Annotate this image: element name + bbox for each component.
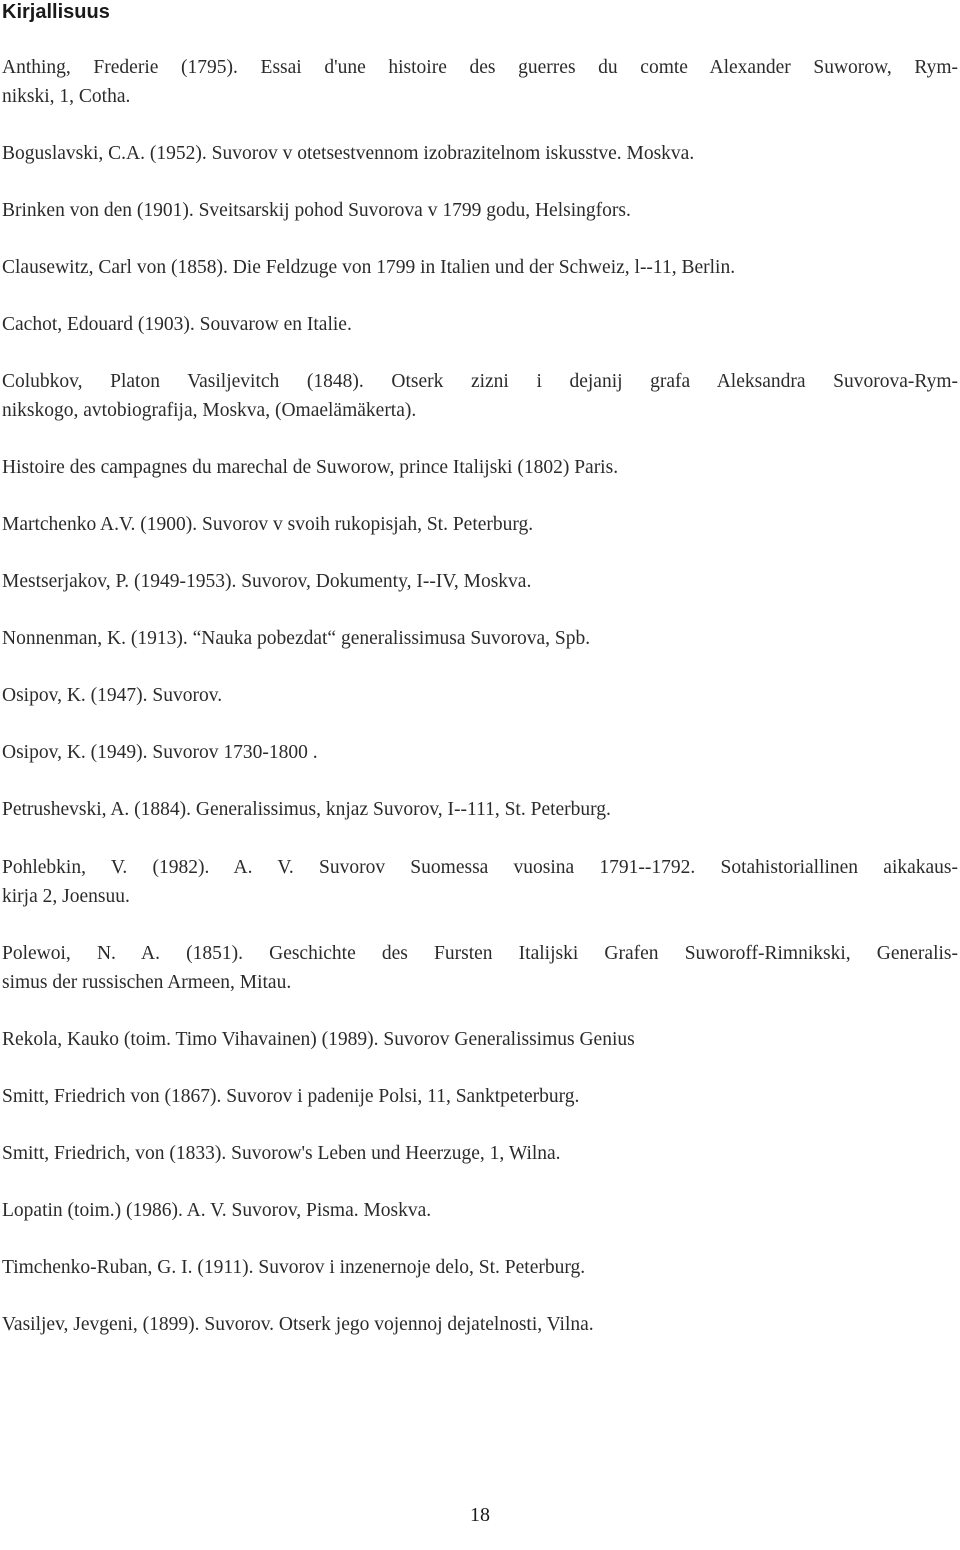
reference-item <box>2 795 958 824</box>
reference-item <box>2 624 958 653</box>
reference-line: simus der russischen Armeen, Mitau. <box>2 972 292 993</box>
reference-item <box>2 1139 958 1168</box>
reference-line: Rekola, Kauko (toim. Timo Vihavainen) (1989). Suvorov Generalissimus Genius <box>2 1029 635 1050</box>
reference-item <box>2 139 958 168</box>
reference-item <box>2 453 958 482</box>
reference-item <box>2 567 958 596</box>
reference-line: Colubkov, Platon Vasiljevitch (1848). Otserk zizni i dejanij grafa Aleksandra Suvorova-Rym- <box>2 371 958 392</box>
reference-line: Smitt, Friedrich, von (1833). Suvorow's Leben und Heerzuge, 1, Wilna. <box>2 1143 561 1164</box>
page-number: 18 <box>470 1504 490 1526</box>
reference-line: Martchenko A.V. (1900). Suvorov v svoih rukopisjah, St. Peterburg. <box>2 514 534 535</box>
reference-line: Polewoi, N. A. (1851). Geschichte des Fursten Italijski Grafen Suworoff-Rimnikski, Generalis- <box>2 943 958 964</box>
reference-line: Timchenko-Ruban, G. I. (1911). Suvorov i inzenernoje delo, St. Peterburg. <box>2 1257 586 1278</box>
reference-item <box>2 367 958 425</box>
reference-item <box>2 1196 958 1225</box>
section-heading: Kirjallisuus <box>2 1 110 23</box>
reference-item <box>2 1253 958 1282</box>
reference-line: Petrushevski, A. (1884). Generalissimus, knjaz Suvorov, I--111, St. Peterburg. <box>2 799 611 820</box>
reference-line: Smitt, Friedrich von (1867). Suvorov i padenije Polsi, 11, Sanktpeterburg. <box>2 1086 580 1107</box>
reference-line: Lopatin (toim.) (1986). A. V. Suvorov, Pisma. Moskva. <box>2 1200 432 1221</box>
reference-line: kirja 2, Joensuu. <box>2 886 130 907</box>
reference-line: Vasiljev, Jevgeni, (1899). Suvorov. Otserk jego vojennoj dejatelnosti, Vilna. <box>2 1314 594 1335</box>
reference-line: Histoire des campagnes du marechal de Suworow, prince Italijski (1802) Paris. <box>2 457 619 478</box>
reference-item <box>2 1025 958 1054</box>
reference-line: Brinken von den (1901). Sveitsarskij pohod Suvorova v 1799 godu, Helsingfors. <box>2 200 631 221</box>
reference-item <box>2 310 958 339</box>
reference-item <box>2 738 958 767</box>
reference-item <box>2 1310 958 1339</box>
reference-item <box>2 253 958 282</box>
reference-line: Mestserjakov, P. (1949-1953). Suvorov, Dokumenty, I--IV, Moskva. <box>2 571 532 592</box>
reference-line: nikskogo, avtobiografija, Moskva, (Omaelämäkerta). <box>2 400 417 421</box>
reference-item <box>2 196 958 225</box>
reference-line: Boguslavski, C.A. (1952). Suvorov v otetsestvennom izobrazitelnom iskusstve. Moskva. <box>2 143 695 164</box>
reference-item <box>2 1082 958 1111</box>
reference-line: Pohlebkin, V. (1982). A. V. Suvorov Suomessa vuosina 1791--1792. Sotahistoriallinen aikakaus- <box>2 857 958 878</box>
reference-item <box>2 681 958 710</box>
reference-item <box>2 53 958 111</box>
reference-item <box>2 939 958 997</box>
reference-line: Cachot, Edouard (1903). Souvarow en Italie. <box>2 314 352 335</box>
reference-line: Anthing, Frederie (1795). Essai d'une histoire des guerres du comte Alexander Suworow, Rym- <box>2 57 958 78</box>
reference-item <box>2 853 958 911</box>
reference-line: Osipov, K. (1947). Suvorov. <box>2 685 223 706</box>
reference-item <box>2 510 958 539</box>
reference-line: Osipov, K. (1949). Suvorov 1730-1800 . <box>2 742 318 763</box>
reference-line: nikski, 1, Cotha. <box>2 86 131 107</box>
reference-line: Clausewitz, Carl von (1858). Die Feldzuge von 1799 in Italien und der Schweiz, l--11, Berlin. <box>2 257 736 278</box>
reference-line: Nonnenman, K. (1913). “Nauka pobezdat“ generalissimusa Suvorova, Spb. <box>2 628 591 649</box>
